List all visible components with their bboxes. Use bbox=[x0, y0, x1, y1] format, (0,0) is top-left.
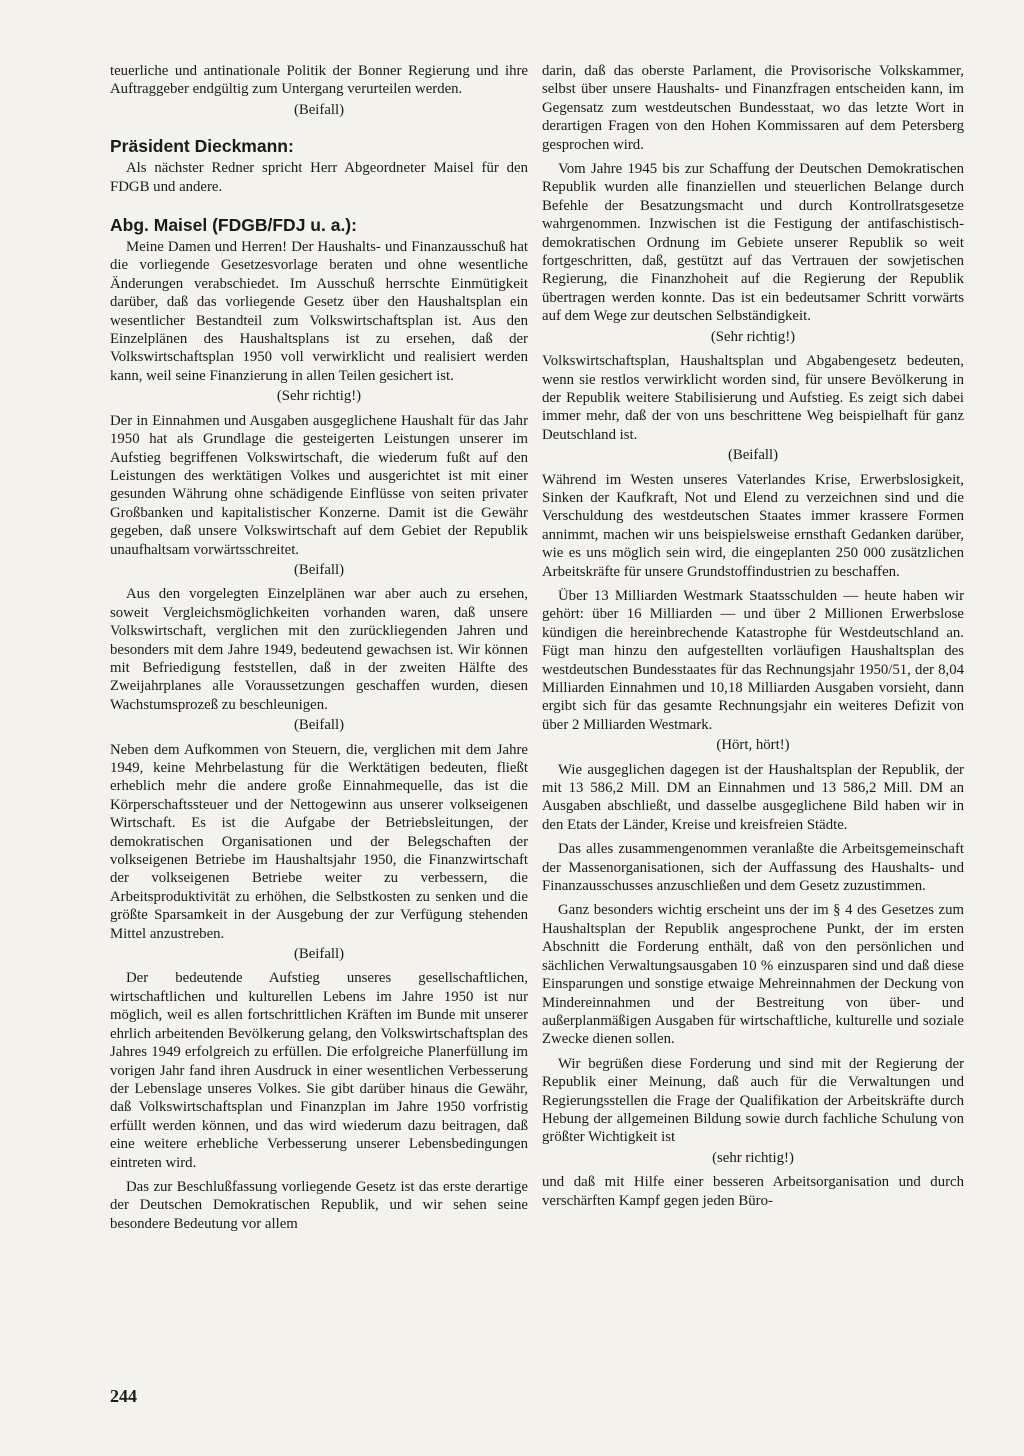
paragraph: Während im Westen unseres Vaterlandes Krise, Erwerbslosigkeit, Sinken der Kaufkraft, Not und Elend zu verzeichnen sind und die Verschuldung des westdeutschen Staates immer krassere Formen annimmt, machen wir uns beispielsweise ernsthaft Gedanken darüber, wie es uns möglich sein wird, die eingeplanten 250 000 zusätzlichen Arbeitskräfte für unsere Grundstoffindustrien zu beschaffen. bbox=[542, 471, 964, 580]
interjection: (Beifall) bbox=[293, 717, 345, 734]
paragraph: Der in Einnahmen und Ausgaben ausgeglichene Haushalt für das Jahr 1950 hat als Grundlage die gesteigerten Leistungen unserer im Aufstieg begriffenen Volkswirtschaft, die wiederum fußt auf den Leistungen des werktätigen Volkes und ausgerichtet ist mit einer gesunden Währung ohne schädigende Einflüsse von seiten privater Großbanken und kapitalistischer Konzerne. Damit ist die Gewähr gegeben, daß unsere Volkswirtschaft auf dem Gebiet der Republik unaufhaltsam vorwärtsschreitet. bbox=[110, 412, 528, 558]
paragraph: Neben dem Aufkommen von Steuern, die, verglichen mit dem Jahre 1949, keine Mehrbelastung für die Werktätigen bedeuten, fließt erheblich mehr die andere große Einnahmequelle, das ist die Körperschaftssteuer und der Nettogewinn aus unserer volkseigenen Wirtschaft. Es ist die Aufgabe der Betriebsleitungen, der demokratischen Organisationen und der Belegschaften der volkseigenen Betriebe im Haushaltsjahr 1950, die Finanzwirtschaft der volkseigenen Betriebe weiter zu verbessern, die Arbeitsproduktivität zu erhöhen, die Selbstkosten zu senken und die größte Sparsamkeit in der Ausgebung der zur Verfügung stehenden Mittel anzustreben. bbox=[110, 741, 528, 942]
paragraph: darin, daß das oberste Parlament, die Provisorische Volkskammer, selbst über unsere Haushalts- und Finanzfragen entscheiden kann, im Gegensatz zum westdeutschen Bundesstaat, wo das letzte Wort in derartigen Fragen von den Hohen Kommissaren auf dem Petersberg gesprochen wird. bbox=[542, 63, 964, 153]
paragraph: Über 13 Milliarden Westmark Staatsschulden — heute haben wir gehört: über 16 Milliarden — und über 2 Millionen Erwerbslose kündigen die hereinbrechende Katastrophe für Westdeutschland an. Fügt man hinzu den aufgestellten vorläufigen Haushaltsplan des westdeutschen Bundesstaates für das Rechnungsjahr 1950/51, der 8,04 Milliarden Einnahmen und 10,18 Milliarden Ausgaben vorsieht, dann ergibt sich für das gesamte Rechnungsjahr ein weiteres Defizit von über 2 Milliarden Westmark. bbox=[542, 587, 964, 733]
interjection: (Beifall) bbox=[293, 946, 345, 963]
paragraph: Wie ausgeglichen dagegen ist der Haushaltsplan der Republik, der mit 13 586,2 Mill. DM an Einnahmen und 13 586,2 Mill. DM an Ausgaben abschließt, und dasselbe ausgeglichene Bild haben wir in den Etats der Länder, Kreise und kreisfreien Städte. bbox=[542, 761, 964, 833]
interjection: (Beifall) bbox=[727, 447, 779, 464]
interjection: (Hört, hört!) bbox=[716, 737, 790, 754]
paragraph: und daß mit Hilfe einer besseren Arbeitsorganisation und durch verschärften Kampf gegen jeden Büro- bbox=[542, 1174, 964, 1209]
paragraph: Vom Jahre 1945 bis zur Schaffung der Deutschen Demokratischen Republik wurden alle finanziellen und steuerlichen Belange durch Befehle der Besatzungsmacht und durch Kontrollratsgesetze wahrgenommen. Inzwischen ist die Festigung der antifaschistisch-demokratischen Ordnung im Gebiete unserer Republik so weit fortgeschritten, daß, gestützt auf das Vertrauen der sowjetischen Regierung, die Finanzhoheit auf die Regierung der Republik übertragen werden konnte. Das ist ein bedeutsamer Schritt vorwärts auf dem Wege zur deutschen Selbständigkeit. bbox=[542, 161, 964, 325]
right-column bbox=[542, 62, 964, 1210]
paragraph: teuerliche und antinationale Politik der Bonner Regierung und ihre Auftraggeber endgültig zum Untergang verurteilen werden. bbox=[110, 63, 528, 98]
paragraph: Das alles zusammengenommen veranlaßte die Arbeitsgemeinschaft der Massenorganisationen, sich der Auffassung des Haushalts- und Finanzausschusses anzuschließen und dem Gesetz zuzustimmen. bbox=[542, 841, 964, 895]
page-number: 244 bbox=[110, 1386, 137, 1406]
interjection: (Beifall) bbox=[293, 101, 345, 118]
paragraph: Volkswirtschaftsplan, Haushaltsplan und Abgabengesetz bedeuten, wenn sie restlos verwirklicht worden sind, für unsere Bevölkerung in der Republik weitere Stabilisierung und Aufstieg. Es zeigt sich dabei immer mehr, daß der von uns beschrittene Weg beispielhaft für ganz Deutschland ist. bbox=[542, 353, 964, 443]
paragraph: Das zur Beschlußfassung vorliegende Gesetz ist das erste derartige der Deutschen Demokratischen Republik, und wir sehen seine besondere Bedeutung vor allem bbox=[110, 1178, 528, 1232]
paragraph: Der bedeutende Aufstieg unseres gesellschaftlichen, wirtschaftlichen und kulturellen Lebens im Jahre 1950 ist nur möglich, weil es allen fortschrittlichen Kräften im Bunde mit unserer ehrlich arbeitenden Bevölkerung gelang, den Volkswirtschaftsplan des Jahres 1949 erfolgreich zu erfüllen. Die erfolgreiche Planerfüllung im vorigen Jahr fand ihren Ausdruck in einer wesentlichen Verbesserung der Lebenslage unseres Volkes. Sie gibt darüber hinaus die Gewähr, daß Volkswirtschaftsplan und Finanzplan im Jahre 1950 vorfristig erfüllt werden können, und das wird wiederum dazu beitragen, daß eine weitere erhebliche Verbesserung unserer Lebensbedingungen eintreten wird. bbox=[110, 970, 528, 1171]
speaker-heading: Abg. Maisel (FDGB/FDJ u. a.): bbox=[110, 215, 357, 236]
interjection: (Sehr richtig!) bbox=[276, 388, 362, 405]
interjection: (Sehr richtig!) bbox=[710, 328, 796, 345]
paragraph: Wir begrüßen diese Forderung und sind mit der Regierung der Republik einer Meinung, daß auch für die Verwaltungen und Regierungsstellen die Frage der Qualifikation der Arbeitskräfte durch Hebung der allgemeinen Bildung sowie durch fachliche Schulung von größter Wichtigkeit ist bbox=[542, 1055, 964, 1146]
paragraph: Als nächster Redner spricht Herr Abgeordneter Maisel für den FDGB und andere. bbox=[110, 160, 528, 195]
paragraph: Ganz besonders wichtig erscheint uns der im § 4 des Gesetzes zum Haushaltsplan der Republik angesprochene Punkt, der im ersten Abschnitt die Forderung enthält, daß von den persönlichen und sächlichen Verwaltungsausgaben 10 % einzusparen sind und daß diese Einsparungen und sonstige etwaige Mehreinnahmen der Deckung von Mindereinnahmen und der Bestreitung von über- und außerplanmäßigen Ausgaben für wirtschaftliche, kulturelle und soziale Zwecke dienen sollen. bbox=[542, 902, 964, 1048]
speaker-heading: Präsident Dieckmann: bbox=[110, 136, 294, 157]
interjection: (sehr richtig!) bbox=[712, 1149, 794, 1166]
interjection: (Beifall) bbox=[293, 561, 345, 578]
paragraph: Meine Damen und Herren! Der Haushalts- und Finanzausschuß hat die vorliegende Gesetzesvorlage beraten und ohne wesentliche Änderungen verabschiedet. Im Ausschuß herrschte Einmütigkeit darüber, daß das vorliegende Gesetz über den Haushaltsplan ein wesentlicher Bestandteil zum Volkswirtschaftsplan ist. Aus den Einzelplänen des Haushaltsplans ist zu ersehen, daß der Volkswirtschaftsplan 1950 voll verwirklicht und realisiert werden kann, weil seine Finanzierung in allen Teilen gesichert ist. bbox=[110, 239, 528, 384]
left-column bbox=[110, 62, 528, 1233]
paragraph: Aus den vorgelegten Einzelplänen war aber auch zu ersehen, soweit Vergleichsmöglichkeiten vorhanden waren, daß unsere Volkswirtschaft, verglichen mit den zurückliegenden Jahren und besonders mit dem Jahre 1949, bedeutend gewachsen ist. Wir können mit Befriedigung feststellen, daß in der zweiten Hälfte des Zweijahrplanes alle Voraussetzungen geschaffen wurden, diesen Wachstumsprozeß zu beschleunigen. bbox=[110, 586, 528, 713]
